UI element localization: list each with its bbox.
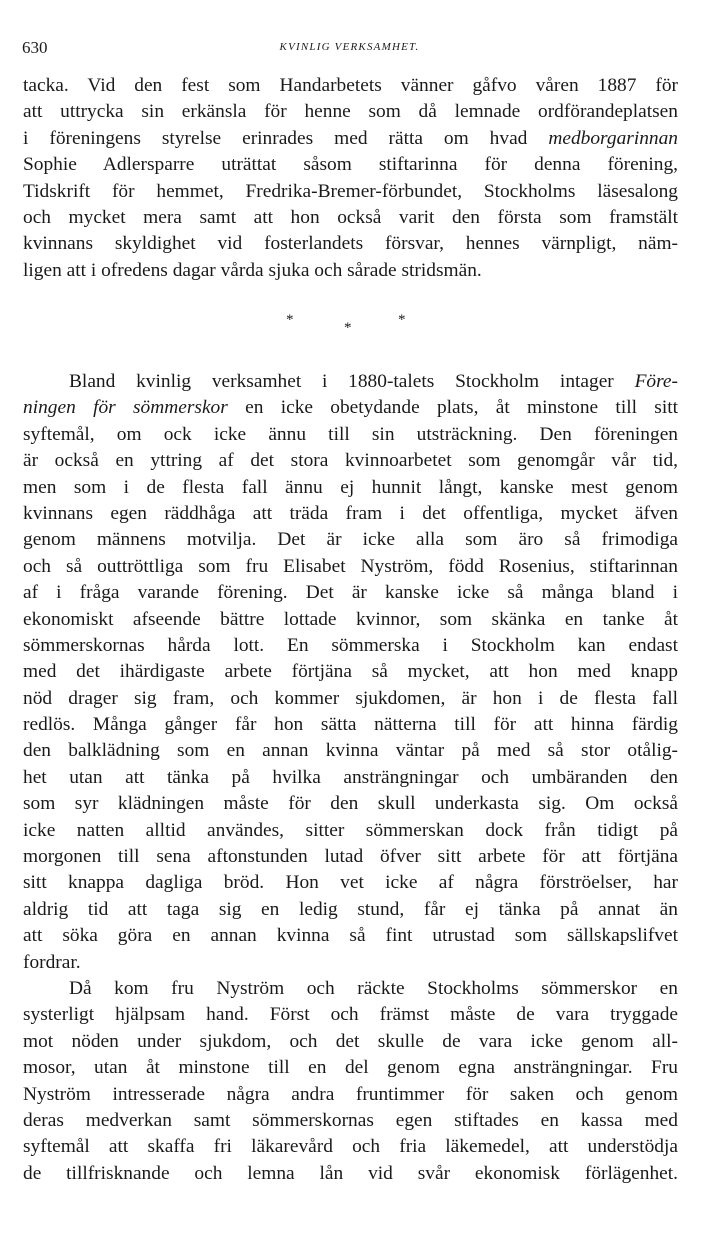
text-line xyxy=(23,258,678,284)
text-run: ligen att i ofredens dagar vårda sjuka och sårade stridsmän. xyxy=(23,259,482,281)
text-line xyxy=(23,99,678,125)
text-line xyxy=(23,1002,678,1028)
text-line xyxy=(23,633,678,659)
text-line xyxy=(23,501,678,527)
text-run: sitt knappa dagliga bröd. Hon vet icke af några förströelser, har xyxy=(23,872,678,894)
text-line xyxy=(23,870,678,896)
text-line xyxy=(23,1082,678,1108)
text-line xyxy=(23,395,678,421)
paragraph-2 xyxy=(23,369,678,1187)
text-line xyxy=(23,712,678,738)
text-line xyxy=(23,1055,678,1081)
text-run: icke natten alltid användes, sitter sömmerskan dock från tidigt på xyxy=(23,819,678,841)
page-header xyxy=(22,38,677,58)
text-line xyxy=(23,923,678,949)
italic-text: medborgarinnan xyxy=(548,127,678,149)
text-run: kvinnans egen räddhåga att träda fram i det offentliga, mycket äfven xyxy=(23,502,678,524)
text-line xyxy=(23,73,678,99)
text-run: kvinnans skyldighet vid fosterlandets försvar, hennes värnpligt, näm- xyxy=(23,233,678,255)
text-line xyxy=(23,818,678,844)
text-run: och mycket mera samt att hon också varit den första som framstält xyxy=(23,206,678,228)
text-run: genom männens motvilja. Det är icke alla som äro så frimodiga xyxy=(23,529,678,551)
text-line xyxy=(23,448,678,474)
text-line xyxy=(23,950,678,976)
text-run: syftemål att skaffa fri läkarevård och fria läkemedel, att understödja xyxy=(23,1136,678,1158)
separator-star: * xyxy=(344,320,352,336)
text-run: fordrar. xyxy=(23,951,81,973)
text-line xyxy=(23,422,678,448)
text-line xyxy=(23,369,678,395)
text-line xyxy=(23,791,678,817)
text-line xyxy=(23,1108,678,1134)
text-run: ekonomiskt afseende bättre lottade kvinnor, som skänka en tanke åt xyxy=(23,608,678,630)
separator-star: * xyxy=(286,312,294,328)
text-run: morgonen till sena aftonstunden lutad öfver sitt arbete för att förtjäna xyxy=(23,846,678,868)
text-run: en icke obetydande plats, åt minstone till sitt xyxy=(227,397,678,419)
text-run: redlös. Många gånger får hon sätta nätterna till för att hinna färdig xyxy=(23,714,678,736)
text-run: de tillfrisknande och lemna lån vid svår ekonomisk förlägenhet. xyxy=(23,1162,678,1184)
text-line xyxy=(23,738,678,764)
text-run: som syr klädningen måste för den skull underkasta sig. Om också xyxy=(23,793,678,815)
text-line xyxy=(23,607,678,633)
text-run: Tidskrift för hemmet, Fredrika-Bremer-förbundet, Stockholms läsesalong xyxy=(23,180,678,202)
text-line xyxy=(23,765,678,791)
text-run: med det ihärdigaste arbete förtjäna så mycket, att hon med knapp xyxy=(23,661,678,683)
text-run: nöd drager sig fram, och kommer sjukdomen, är hon i de flesta fall xyxy=(23,687,678,709)
text-line xyxy=(23,126,678,152)
text-run: att söka göra en annan kvinna så fint utrustad som sällskapslifvet xyxy=(23,925,678,947)
text-line xyxy=(23,179,678,205)
text-line xyxy=(23,976,678,1002)
text-run: att uttrycka sin erkänsla för henne som då lemnade ordförandeplatsen xyxy=(23,101,678,123)
text-line xyxy=(23,205,678,231)
text-run: i föreningens styrelse erinrades med rätta om hvad xyxy=(23,127,549,149)
text-line xyxy=(23,475,678,501)
text-line xyxy=(23,152,678,178)
text-run: aldrig tid att taga sig en ledig stund, får ej tänka på annat än xyxy=(23,898,678,920)
text-line xyxy=(23,844,678,870)
italic-text: ningen för sömmerskor xyxy=(23,397,228,419)
text-run: syftemål, om ock icke ännu till sin utsträckning. Den föreningen xyxy=(23,423,678,445)
text-run: Sophie Adlersparre uträttat såsom stiftarinna för denna förening, xyxy=(23,154,678,176)
text-line xyxy=(23,527,678,553)
text-run: het utan att tänka på hvilka ansträngningar och umbäranden den xyxy=(23,766,678,788)
italic-text: Före- xyxy=(634,371,678,392)
text-line xyxy=(23,659,678,685)
text-run: deras medverkan samt sömmerskornas egen stiftades en kassa med xyxy=(23,1109,678,1131)
text-run: Nyström intresserade några andra fruntimmer för saken och genom xyxy=(23,1083,678,1105)
text-line xyxy=(23,1161,678,1187)
text-run: men som i de flesta fall ännu ej hunnit långt, kanske mest genom xyxy=(23,476,678,498)
text-line xyxy=(23,897,678,923)
section-separator xyxy=(280,312,420,342)
text-run: mot nöden under sjukdom, och det skulle de vara icke genom all- xyxy=(23,1030,678,1052)
text-line xyxy=(23,580,678,606)
separator-star: * xyxy=(398,312,406,328)
text-run: systerligt hjälpsam hand. Först och främst måste de vara tryggade xyxy=(23,1004,678,1026)
text-line xyxy=(23,231,678,257)
text-line xyxy=(23,554,678,580)
text-line xyxy=(23,1029,678,1055)
text-line xyxy=(23,1134,678,1160)
paragraph-1 xyxy=(23,73,678,284)
page-number: 630 xyxy=(22,38,48,57)
text-line xyxy=(23,686,678,712)
text-run: är också en yttring af det stora kvinnoarbetet som genomgår vår tid, xyxy=(23,450,678,472)
text-run: af i fråga varande förening. Det är kanske icke så många bland i xyxy=(23,582,678,604)
text-run: sömmerskornas hårda lott. En sömmerska i Stockholm kan endast xyxy=(23,634,678,656)
running-title: KVINLIG VERKSAMHET. xyxy=(279,41,420,53)
text-run: mosor, utan åt minstone till en del genom egna ansträngningar. Fru xyxy=(23,1057,678,1079)
text-run: tacka. Vid den fest som Handarbetets vänner gåfvo våren 1887 för xyxy=(23,75,678,96)
text-run: den balklädning som en annan kvinna väntar på med så stor otålig- xyxy=(23,740,678,762)
text-run: och så outtröttliga som fru Elisabet Nyström, född Rosenius, stiftarinnan xyxy=(23,555,678,577)
text-run: Då kom fru Nyström och räckte Stockholms sömmerskor en xyxy=(69,977,678,999)
text-run: Bland kvinlig verksamhet i 1880-talets Stockholm intager xyxy=(69,371,635,392)
